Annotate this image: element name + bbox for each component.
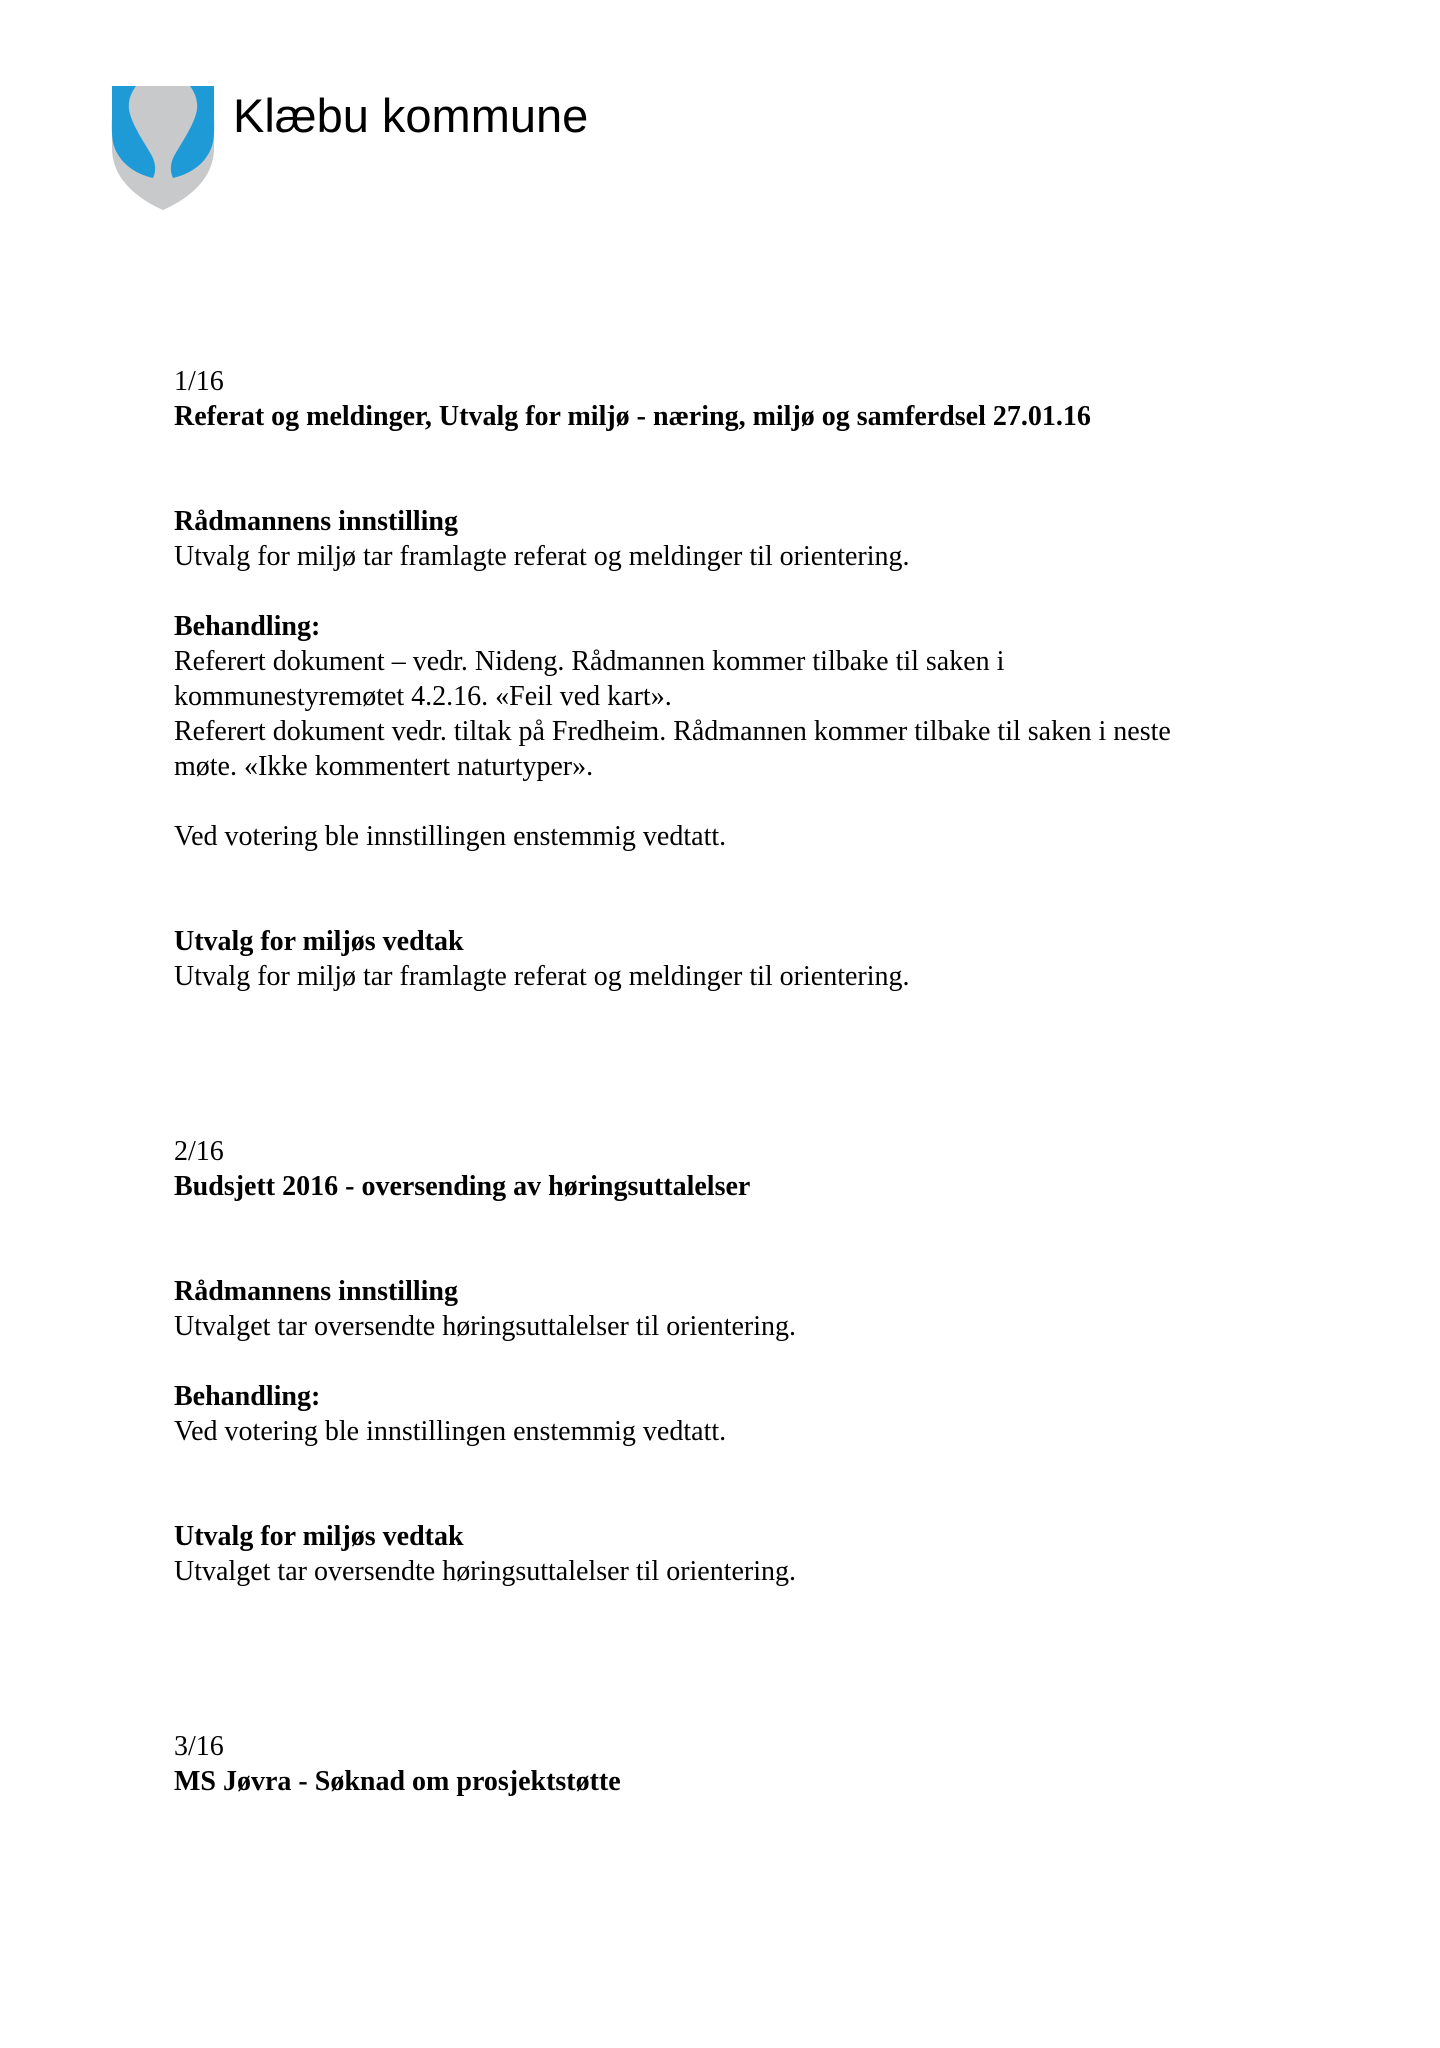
- decision-text: Utvalget tar oversendte høringsuttalelser til orientering.: [174, 1556, 797, 1587]
- case-2: [174, 1134, 1294, 1589]
- decision-heading: Utvalg for miljøs vedtak: [174, 1521, 464, 1552]
- treatment-line: Referert dokument – vedr. Nideng. Rådmannen kommer tilbake til saken i: [174, 646, 1005, 677]
- coat-of-arms-icon: [110, 84, 216, 212]
- recommendation-heading: Rådmannens innstilling: [174, 506, 458, 537]
- minutes-content: [174, 364, 1294, 1799]
- case-3: [174, 1729, 1294, 1799]
- treatment-line: kommunestyremøtet 4.2.16. «Feil ved kart».: [174, 681, 672, 712]
- recommendation-text: Utvalget tar oversendte høringsuttalelser til orientering.: [174, 1311, 797, 1342]
- case-number: 3/16: [174, 1731, 224, 1762]
- treatment-heading: Behandling:: [174, 1381, 321, 1412]
- organization-name: Klæbu kommune: [233, 89, 589, 142]
- recommendation-text: Utvalg for miljø tar framlagte referat og meldinger til orientering.: [174, 541, 910, 572]
- case-title: Referat og meldinger, Utvalg for miljø - næring, miljø og samferdsel 27.01.16: [174, 401, 1091, 432]
- treatment-heading: Behandling:: [174, 611, 321, 642]
- decision-text: Utvalg for miljø tar framlagte referat og meldinger til orientering.: [174, 961, 910, 992]
- treatment-line: møte. «Ikke kommentert naturtyper».: [174, 751, 594, 782]
- decision-heading: Utvalg for miljøs vedtak: [174, 926, 464, 957]
- case-number: 1/16: [174, 366, 224, 397]
- case-number: 2/16: [174, 1136, 224, 1167]
- case-1: [174, 364, 1294, 994]
- page-header: [110, 84, 910, 214]
- voting-text: Ved votering ble innstillingen enstemmig vedtatt.: [174, 821, 727, 852]
- treatment-line: Ved votering ble innstillingen enstemmig vedtatt.: [174, 1416, 727, 1447]
- case-title: MS Jøvra - Søknad om prosjektstøtte: [174, 1766, 621, 1797]
- case-title: Budsjett 2016 - oversending av høringsuttalelser: [174, 1171, 751, 1202]
- recommendation-heading: Rådmannens innstilling: [174, 1276, 458, 1307]
- treatment-line: Referert dokument vedr. tiltak på Fredheim. Rådmannen kommer tilbake til saken i neste: [174, 716, 1171, 747]
